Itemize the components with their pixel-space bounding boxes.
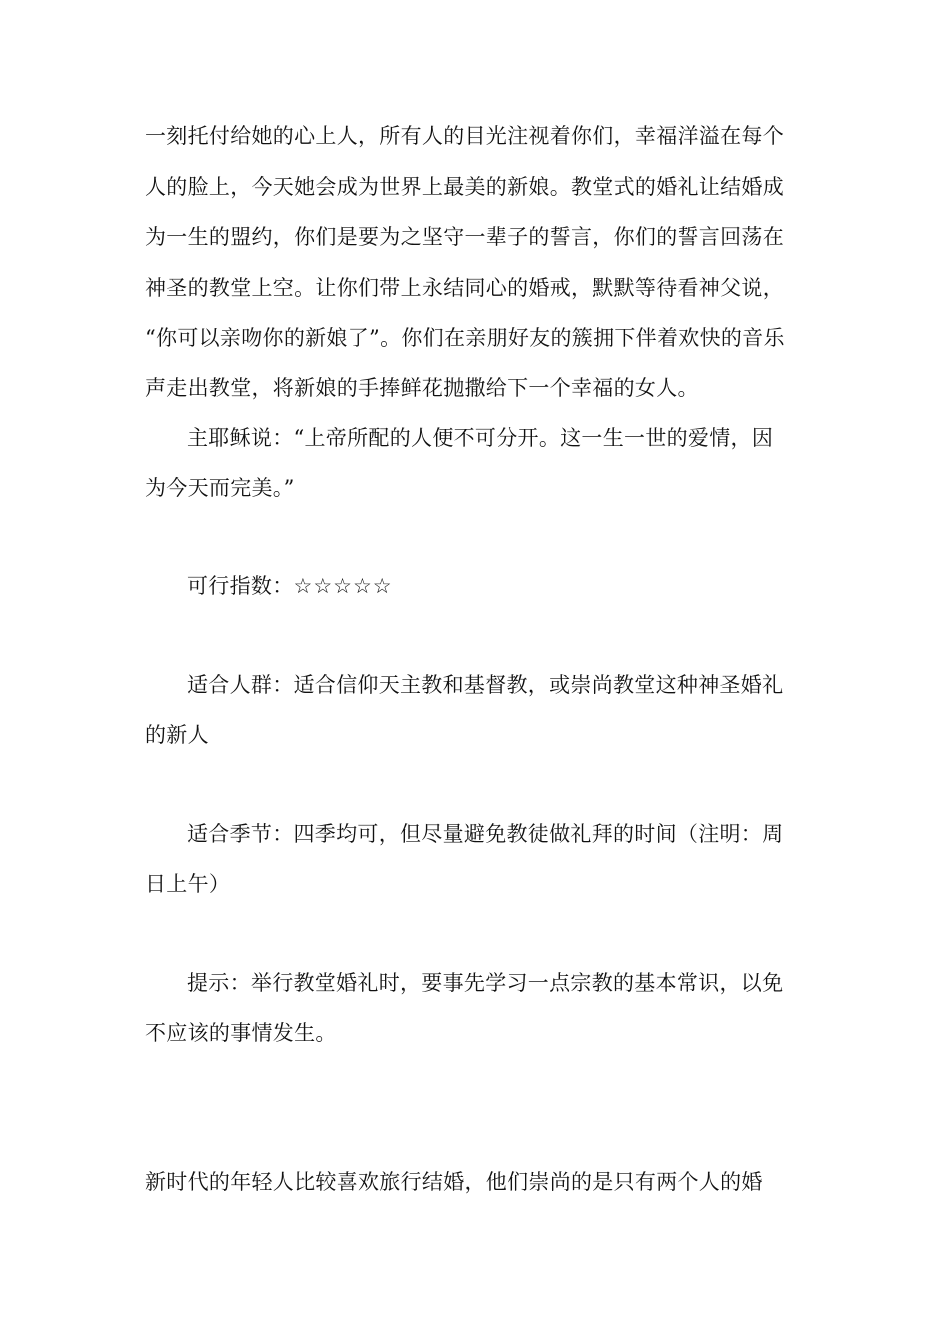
paragraph-1-line-4: 神圣的教堂上空。让你们带上永结同心的婚戒，默默等待看神父说， [145,276,784,300]
suitable-people-line-1: 适合人群：适合信仰天主教和基督教，或崇尚教堂这种神圣婚礼 [187,673,784,697]
paragraph-1-line-1: 一刻托付给她的心上人，所有人的目光注视着你们，幸福洋溢在每个 [145,124,784,148]
paragraph-2-line-2: 为今天而完美。” [145,476,295,500]
paragraph-1-line-5: “你可以亲吻你的新娘了”。你们在亲朋好友的簇拥下伴着欢快的音乐 [145,326,785,350]
suitable-season-line-2: 日上午） [145,872,231,896]
star-rating-icons: ☆☆☆☆☆ [293,574,393,598]
feasibility-rating [187,571,810,601]
suitable-people-line-2: 的新人 [145,723,209,747]
paragraph-1-line-2: 人的脸上，今天她会成为世界上最美的新娘。教堂式的婚礼让结婚成 [145,175,784,199]
paragraph-1-line-3: 为一生的盟约，你们是要为之坚守一辈子的誓言，你们的誓言回荡在 [145,225,784,249]
tip-line-1: 提示：举行教堂婚礼时，要事先学习一点宗教的基本常识，以免 [187,971,784,995]
next-section-line-1: 新时代的年轻人比较喜欢旅行结婚，他们崇尚的是只有两个人的婚 [145,1170,763,1194]
suitable-season-line-1: 适合季节：四季均可，但尽量避免教徒做礼拜的时间（注明：周 [187,822,784,846]
paragraph-1-line-6: 声走出教堂，将新娘的手捧鲜花抛撒给下一个幸福的女人。 [145,376,699,400]
paragraph-2-line-1: 主耶稣说：“上帝所配的人便不可分开。这一生一世的爱情，因 [187,426,774,450]
tip-line-2: 不应该的事情发生。 [145,1021,337,1045]
feasibility-label: 可行指数： [187,574,294,598]
